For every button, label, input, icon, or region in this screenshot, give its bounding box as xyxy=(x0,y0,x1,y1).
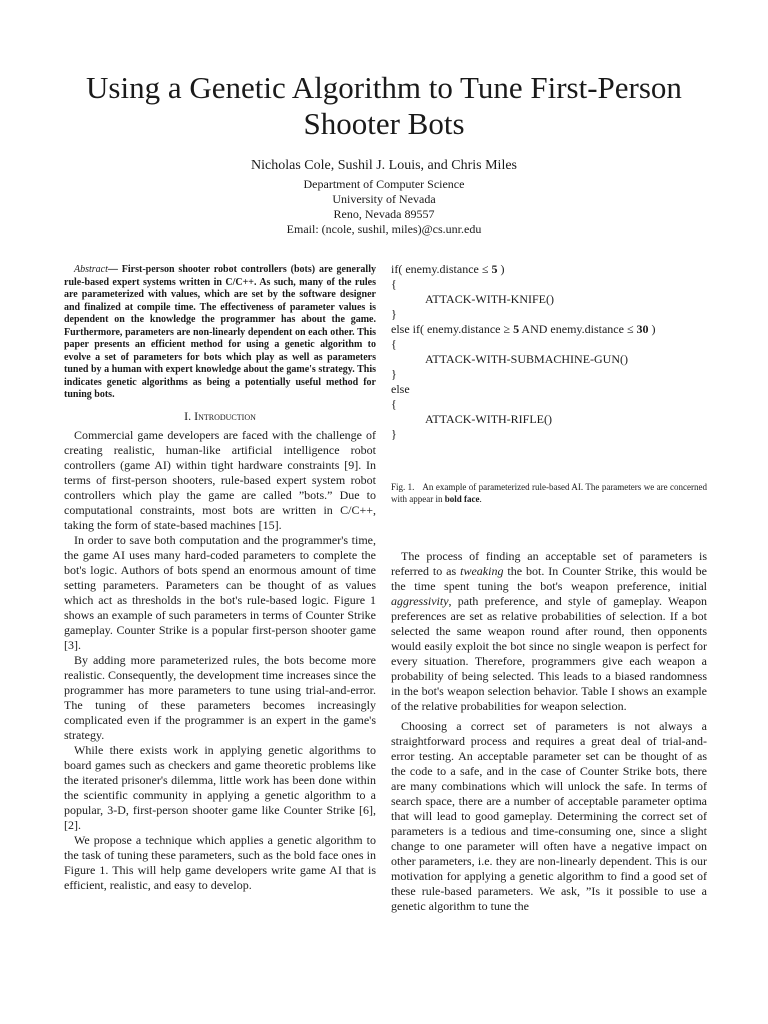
section-heading-introduction: I. Introduction xyxy=(184,408,256,423)
param-value: 5 xyxy=(491,262,498,276)
affiliation-university: University of Nevada xyxy=(332,192,436,206)
figure1-caption: Fig. 1. An example of parameterized rule-based AI. The parameters we are concerned with appear in bold face. xyxy=(391,482,707,504)
code-close-brace: } xyxy=(391,307,397,321)
code-open-brace: { xyxy=(391,397,397,411)
figure1-code xyxy=(391,262,707,442)
figure1-caption-label: Fig. 1. xyxy=(391,482,415,492)
param-value: 30 xyxy=(636,322,649,336)
left-column xyxy=(64,264,376,893)
author-list: Nicholas Cole, Sushil J. Louis, and Chris Miles xyxy=(251,158,517,173)
code-open-brace: { xyxy=(391,337,397,351)
code-line-if: if( enemy.distance ≤ 5 ) xyxy=(391,262,505,276)
code-close-brace: } xyxy=(391,367,397,381)
code-rifle: ATTACK-WITH-RIFLE() xyxy=(425,412,553,426)
intro-paragraph: We propose a technique which applies a genetic algorithm to the task of tuning these parameters, such as the bold face ones in Figure 1. This will help game developers write game AI that is efficient, realistic, and easy to develop. xyxy=(64,832,376,892)
abstract xyxy=(64,264,376,402)
affiliation-block xyxy=(60,177,708,237)
param-value: 5 xyxy=(513,322,520,336)
code-open-brace: { xyxy=(391,277,397,291)
affiliation-email: Email: (ncole, sushil, miles)@cs.unr.edu xyxy=(286,222,482,236)
code-close-brace: } xyxy=(391,427,397,441)
code-else: else xyxy=(391,382,410,396)
right-column xyxy=(391,262,707,914)
affiliation-address: Reno, Nevada 89557 xyxy=(333,207,435,221)
code-line-elseif: else if( enemy.distance ≥ 5 AND enemy.distance ≤ 30 ) xyxy=(391,322,656,336)
intro-paragraph: While there exists work in applying genetic algorithms to board games such as checkers and game theoretic problems like the iterated prisoner's dilemma, little work has been done within the scientific community in applying a genetic algorithm to a popular, 3-D, first-person shooter game like Counter Strike [6], [2]. xyxy=(64,742,376,832)
body-paragraph: Choosing a correct set of parameters is not always a straightforward process and requires a great deal of trial-and-error testing. An acceptable parameter set can be thought of as the code to a safe, and in the case of Counter Strike bots, there are many combinations which will unlock the safe. In terms of search space, there are a number of acceptable parameter optima that will lead to good gameplay. Determining the correct set of parameters is a tedious and time-consuming one, since a slight change to one parameter will often have a negative impact on other parameters, i.e. they are non-linearly dependent. This is our motivation for applying a genetic algorithm to find a good set of these rule-based parameters. We ask, ”Is it possible to use a genetic algorithm to tune the xyxy=(391,719,707,913)
body-paragraph: The process of finding an acceptable set of parameters is referred to as tweaking the bot. In Counter Strike, this would be the time spent tuning the bot's weapon preference, initial aggressivity, path preference, and style of gameplay. Weapon preferences are set as relative probabilities of selection. If a bot selected the same weapon round after round, then opponents would easily exploit the bot since no single weapon is perfect for every situation. Therefore, programmers give each weapon a probability of being selected. This leads to a biased randomness in the bot's weapon selection behavior. Table I shows an example of the relative probabilities for weapon selection. xyxy=(391,549,708,713)
paper-title: Using a Genetic Algorithm to Tune First-Person Shooter Bots xyxy=(86,70,682,141)
code-knife: ATTACK-WITH-KNIFE() xyxy=(425,292,555,306)
abstract-text: — First-person shooter robot controllers (bots) are generally rule-based expert systems written in C/C++. As such, many of the rules are parameterized with values, which are set by the software designer and finalized at compile time. The effectiveness of parameter values is dependent on the knowledge the programmer has about the game. Furthermore, parameters are non-linearly dependent on each other. This paper presents an efficient method for using a genetic algorithm to evolve a set of parameters for bots which play as well as parameters tuned by a human with expert knowledge about the game's strategy. This indicates genetic algorithms as being a potentially useful method for tuning bots. xyxy=(64,264,376,400)
intro-paragraph: By adding more parameterized rules, the bots become more realistic. Consequently, the development time increases since the programmer has more parameters to tune using trial-and-error. The tuning of these parameters becomes increasingly complicated even if the programmer is an expert in the game's strategy. xyxy=(64,652,376,742)
abstract-label: Abstract xyxy=(74,264,108,275)
intro-paragraph: In order to save both computation and the programmer's time, the game AI uses many hard-coded parameters to complete the bot's logic. Authors of bots spend an enormous amount of time setting parameters. Parameters can be thought of as values which act as thresholds in the bot's rule-based logic. Figure 1 shows an example of such parameters in terms of Counter Strike gameplay. Counter Strike is a popular first-person shooter game [3]. xyxy=(64,532,376,652)
code-smg: ATTACK-WITH-SUBMACHINE-GUN() xyxy=(425,352,629,366)
right-body-text xyxy=(391,549,707,914)
intro-paragraph: Commercial game developers are faced with the challenge of creating realistic, human-like artificial intelligence robot controllers (game AI) within tight hardware constraints [9]. In terms of first-person shooters, rule-based expert system robot controllers which play the game are called ”bots.” Due to computational constraints, most bots are written in C/C++, taking the form of state-based machines [15]. xyxy=(64,427,376,532)
affiliation-department: Department of Computer Science xyxy=(303,177,465,191)
